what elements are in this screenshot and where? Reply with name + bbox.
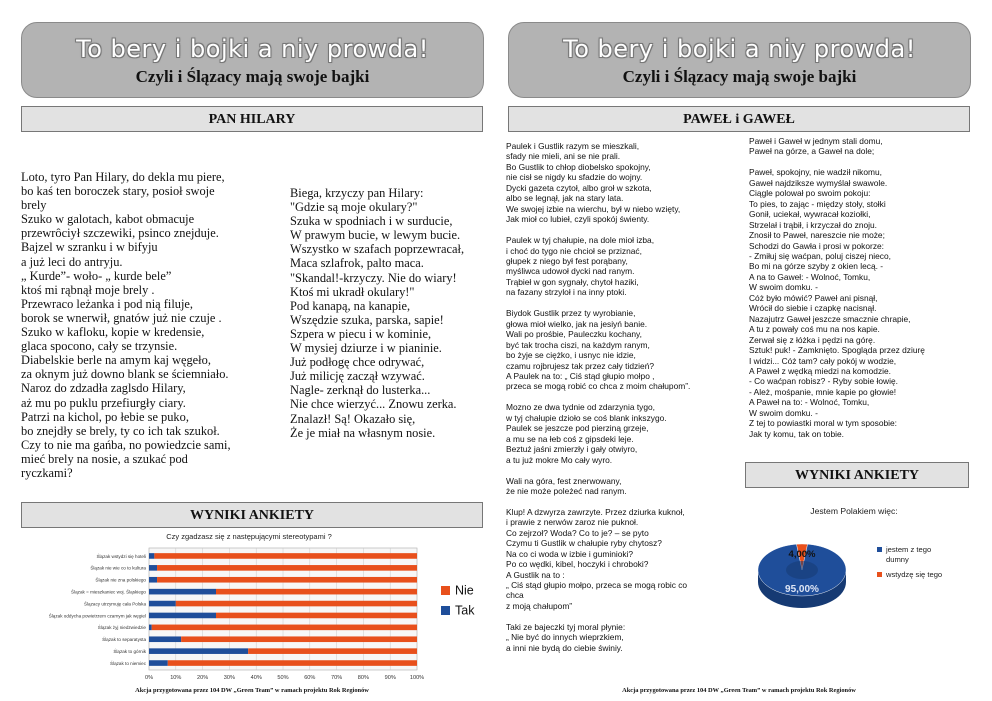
banner-subtitle: Czyli i Ślązacy mają swoje bajki (135, 67, 370, 86)
poem-polish: Biega, krzyczy pan Hilary: "Gdzie są moje okulary?" Szuka w spodniach i w surducie, W prawym bucie, w lewym bucie. Wszystko w szafach poprzewracał, Maca szlafrok, palto maca. "Skandal!-krzyczy. Nie do wiary! Ktoś mi ukradł okulary!" Pod kanapą, na kanapie, Wszędzie szuka, parska, sapie! Szpera w piecu i w kominie, W mysiej dziurze i w pianinie. Już podłogę chce odrywać, Już milicję zaczął wzywać. Nagle- zerknął do lusterka... Nie chce wierzyć... Znowu zerka. Znalazł! Są! Okazało się, Że je miał na własnym nosie. (290, 186, 465, 440)
bar-nie (152, 625, 417, 631)
chart-title: Jestem Polakiem więc: (810, 506, 898, 516)
x-tick-label: 60% (304, 675, 316, 681)
bar-nie (181, 636, 417, 642)
legend-swatch (877, 572, 882, 577)
banner-title: To bery i bojki a niy prowda! (563, 35, 916, 63)
legend-label: Tak (455, 603, 475, 618)
bar-nie (176, 601, 417, 607)
category-label: Ślązak wstydzi się hoteli (96, 553, 146, 559)
bar-tak (149, 601, 176, 607)
bar-tak (149, 589, 216, 595)
pride-pie-chart (744, 502, 970, 612)
category-label: Ślązak nie zna polskiego (95, 577, 146, 583)
category-label: Ślązak to separatysta (102, 637, 146, 643)
x-tick-label: 90% (384, 675, 396, 681)
bar-tak (149, 625, 152, 631)
bar-tak (149, 660, 168, 666)
data-label: 4,00% (788, 549, 816, 560)
bar-nie (216, 613, 417, 619)
x-tick-label: 30% (223, 675, 236, 681)
category-label: Ślązak to niemiec (109, 660, 146, 666)
category-label: Ślązacy utrzymuję cała Polska (83, 601, 146, 607)
bar-nie (157, 565, 417, 571)
footer-note: Akcja przygotowana przez 104 DW „Green Team” w ramach projektu Rok Regionów (622, 687, 856, 694)
legend-line: jestem z tego (886, 545, 932, 554)
bar-nie (157, 577, 417, 583)
bar-tak (149, 636, 181, 642)
x-tick-label: 20% (196, 675, 209, 681)
bar-tak (149, 553, 154, 559)
bar-nie (248, 648, 417, 654)
x-tick-label: 80% (357, 675, 370, 681)
x-tick-label: 10% (170, 675, 182, 681)
pie-hole (786, 561, 818, 579)
story-heading: PAWEŁ i GAWEŁ (508, 106, 970, 132)
survey-heading: WYNIKI ANKIETY (21, 502, 483, 528)
data-label: 95,00% (785, 584, 819, 595)
x-tick-label: 0% (144, 675, 154, 681)
pie-chart-svg (744, 502, 970, 612)
bar-nie (216, 589, 417, 595)
legend-label: wstydzę się tego (886, 570, 943, 579)
story-silesian: Paulek i Gustlik razym se mieszkali, sfady nie mieli, ani se nie prali. Bo Gustlik to chłop diobelsko spokojny, nie cisł se nigdy ku sfadzie do wojny. Dycki gazeta czytoł, albo groł w szkota, albo se legnął, jak na stary lata. We swojej izbie na wierchu, był w niebo wzięty, Jak mioł co lubieł, czyli spokój świenty. Paulek w tyj chałupie, na dole mioł izba, i choć do tygo nie chcioł se prziznać, głupek z niego był fest porąbany, myśliwca udowoł dycki nad ranym. Trąbieł w gon sygnały, chytoł haziki, na fazany strzyloł i na inny ptoki. Biydok Gustlik przez ty wyrobianie, głowa mioł wielko, jak na jesiyń banie. Wali po prośbie, Pauleczku kochany, być tak trocha ciszi, na każdym ranym, bo żyje se ciężko, i usnyc nie idzie, czamu rojbrujesz tak przez cały tidzień? A Paulek na to: „ Ciś stąd głupio mołpo , przeca se mogą robić co chca z moim chałupom”. Mozno ze dwa tydnie od zdarzynia tygo, w tyj chałupie dzioło se coś blank inkszygo. Paulek se jeszcze pod pierziną grzeje, a mu se na łeb coś z gipsdeki leje. Beztuż jaśni zmierzły i gały otwiyro, a tu już mokre Mo cały wyro. Wali na góra, fest znerwowany, że nie może poleżeć nad ranym. Klup! A dzwyrza zawrzyte. Przez dziurka kuknoł, i prawie z nerwów zaroz nie puknoł. Co zejrzoł? Woda? Co to je? – se pyto Czymu ti Gustlik w chałupie ryby chytosz? Na co ci woda w izbie i guminioki? Po co wędki, kibel, hoczyki i chroboki? A Gustlik na to : „ Ciś stąd głupio mołpo, przeca se mogą robic co chca z moją chałupom” Taki ze bajeczki tyj moral płynie: „ Nie być do innych wieprzkiem, a inni nie bydą do ciebie świniy. (506, 141, 691, 653)
legend-swatch (441, 586, 450, 595)
category-label: Ślązak nie wie co to kultura (90, 565, 146, 571)
x-tick-label: 100% (409, 675, 425, 681)
bar-tak (149, 613, 216, 619)
x-tick-label: 70% (330, 675, 343, 681)
story-heading: PAN HILARY (21, 106, 483, 132)
left-banner (21, 22, 484, 98)
bar-chart-svg (0, 528, 496, 688)
poem-silesian: Loto, tyro Pan Hilary, do dekla mu piere, bo kaś ten boroczek stary, posioł swoje brely Szuko w galotach, kabot obmacuje przewrôciył szczewiki, psinco znejduje. Bajzel w szranku i w bifyju a już leci do antryju. „ Kurde”- woło- „ kurde bele” ktoś mi rąbnął moje brely . Przewraco leżanka i pod nią filuje, borok se wnerwił, gnatów już nie czuje . Szuko w kafloku, kopie w kredensie, glaca spocono, cały se trzynsie. Diabelskie berle na amym kaj węgeło, za oknym już downo blank se ściemniało. Naroz do zdzadła zaglsdo Hilary, aż mu po puklu przefiurgły ciary. Patrzi na kichol, po łebie se puko, bo znejdły se brely, ty co ich tak szukoł. Czy to nie ma gańba, no powiedzcie sami, mieć brely na nosie, a szukać pod ryczkami? (21, 170, 231, 480)
footer-note: Akcja przygotowana przez 104 DW „Green Team” w ramach projektu Rok Regionów (135, 687, 369, 694)
category-label: Ślązak = mieszkaniec woj. Śląskiego (71, 589, 146, 595)
stereotype-bar-chart (0, 528, 496, 688)
x-tick-label: 40% (250, 675, 262, 681)
category-label: Ślązak oddycha powietrzem czarnym jak węgiel (48, 613, 146, 619)
bar-tak (149, 577, 157, 583)
x-tick-label: 50% (277, 675, 289, 681)
bar-nie (168, 660, 417, 666)
legend-label (885, 545, 931, 564)
banner-subtitle: Czyli i Ślązacy mają swoje bajki (622, 67, 857, 86)
chart-title: Czy zgadzasz się z następującymi stereotypami ? (166, 532, 332, 541)
survey-heading: WYNIKI ANKIETY (745, 462, 969, 488)
right-page (496, 0, 992, 701)
category-label: Ślązak żyj niedzwiedzie (97, 625, 146, 631)
bar-tak (149, 565, 157, 571)
banner-title: To bery i bojki a niy prowda! (76, 35, 429, 63)
bar-tak (149, 648, 248, 654)
legend-label: Nie (455, 583, 474, 598)
legend-swatch (877, 547, 882, 552)
right-banner (508, 22, 971, 98)
category-label: Ślązak to górnik (113, 648, 146, 654)
legend-line: dumny (886, 555, 909, 564)
bar-nie (154, 553, 417, 559)
story-polish: Paweł i Gaweł w jednym stali domu, Paweł na górze, a Gaweł na dole; Paweł, spokojny, nie wadził nikomu, Gaweł najdziksze wymyślał swawole. Ciągle polował po swoim pokoju: To pies, to zając - między stoły, stołki Gonił, uciekał, wywracał koziołki, Strzelał i trąbił, i krzyczał do znoju. Znosił to Paweł, nareszcie nie może; Schodzi do Gawła i prosi w pokorze: - Zmiłuj się waćpan, poluj ciszej nieco, Bo mi na górze szyby z okien lecą. - A na to Gaweł: - Wolnoć, Tomku, W swoim domku. - Cóż było mówić? Paweł ani pisnął, Wrócił do siebie i czapkę nacisnął. Nazajutrz Gaweł jeszcze smacznie chrapie, A tu z powały coś mu na nos kapie. Zerwał się z łóżka i pędzi na górę. Sztuk! puk! - Zamknięto. Spogląda przez dziurę I widzi... Cóż tam? cały pokój w wodzie, A Paweł z wędką miedzi na komodzie. - Co waćpan robisz? - Ryby sobie łowię. - Ależ, mośpanie, mnie kapie po głowie! A Paweł na to: - Wolnoć, Tomku, W swoim domku. - Z tej to powiastki moral w tym sposobie: Jak ty komu, tak on tobie. (749, 136, 925, 439)
legend-swatch (441, 606, 450, 615)
